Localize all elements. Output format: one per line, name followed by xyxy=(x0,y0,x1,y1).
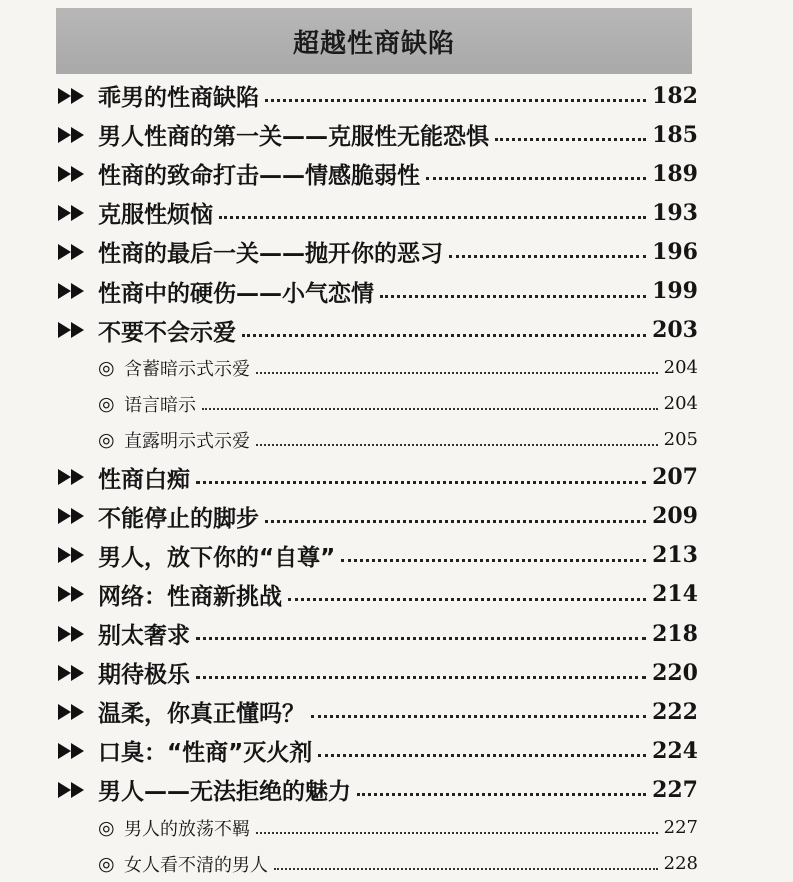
dot-leader xyxy=(196,637,646,640)
dot-leader xyxy=(341,559,646,562)
double-arrow-icon xyxy=(58,125,98,145)
toc-page-number: 220 xyxy=(652,659,698,686)
toc-entry xyxy=(58,692,698,731)
double-arrow-icon xyxy=(58,242,98,262)
toc-entry-title: 女人看不清的男人 xyxy=(124,854,268,876)
dot-leader xyxy=(219,216,646,219)
double-arrow-icon xyxy=(58,545,98,565)
toc-entry-title: 温柔，你真正懂吗？ xyxy=(98,701,305,728)
toc-entry xyxy=(58,350,698,386)
toc-page-number: 204 xyxy=(663,357,698,379)
toc-page-number: 222 xyxy=(652,698,698,725)
toc-entry xyxy=(58,770,698,809)
toc-entry xyxy=(58,458,698,497)
toc-entry xyxy=(58,193,698,232)
double-arrow-icon xyxy=(58,624,98,644)
toc-page-number: 203 xyxy=(652,317,698,344)
double-arrow-icon xyxy=(58,663,98,683)
toc-page-number: 209 xyxy=(652,503,698,530)
toc-entry xyxy=(58,76,698,115)
toc-list xyxy=(58,76,698,882)
toc-entry-title: 别太奢求 xyxy=(98,623,190,650)
toc-page-number: 193 xyxy=(652,199,698,226)
dot-leader xyxy=(426,177,646,180)
dot-leader xyxy=(265,520,646,523)
toc-page-number: 218 xyxy=(652,620,698,647)
dot-leader xyxy=(196,481,646,484)
toc-page-number: 224 xyxy=(652,737,698,764)
double-arrow-icon xyxy=(58,741,98,761)
toc-entry-title: 期待极乐 xyxy=(98,662,190,689)
toc-page-number: 189 xyxy=(652,160,698,187)
double-arrow-icon xyxy=(58,506,98,526)
toc-page-number: 199 xyxy=(652,278,698,305)
double-arrow-icon xyxy=(58,281,98,301)
toc-entry-title: 男人，放下你的“自尊” xyxy=(98,544,336,571)
bullseye-marker: ◎ xyxy=(98,356,115,379)
dot-leader xyxy=(265,99,646,102)
dot-leader xyxy=(242,334,646,337)
toc-entry xyxy=(58,386,698,422)
double-arrow-icon xyxy=(58,780,98,800)
dot-leader xyxy=(380,295,646,298)
dot-leader xyxy=(274,868,658,870)
toc-page-number: 213 xyxy=(652,542,698,569)
toc-page-number: 182 xyxy=(652,82,698,109)
toc-page-number: 205 xyxy=(663,429,698,451)
toc-entry-title: 男人的放荡不羁 xyxy=(124,818,250,840)
toc-entry-title: 乖男的性商缺陷 xyxy=(98,85,259,112)
toc-entry xyxy=(58,614,698,653)
dot-leader xyxy=(318,754,646,757)
toc-entry xyxy=(58,536,698,575)
toc-entry xyxy=(58,497,698,536)
toc-entry-title: 男人性商的第一关——克服性无能恐惧 xyxy=(98,124,489,151)
toc-page-number: 228 xyxy=(663,853,698,874)
dot-leader xyxy=(495,138,646,141)
toc-page-number: 196 xyxy=(652,238,698,265)
toc-entry-title: 口臭：“性商”灭火剂 xyxy=(98,740,313,767)
toc-entry xyxy=(58,653,698,692)
section-title-bar xyxy=(56,8,692,74)
toc-entry-title: 语言暗示 xyxy=(124,394,196,416)
toc-entry xyxy=(58,154,698,193)
bullseye-marker: ◎ xyxy=(98,816,115,839)
bullseye-marker: ◎ xyxy=(98,852,115,875)
double-arrow-icon xyxy=(58,584,98,604)
double-arrow-icon xyxy=(58,467,98,487)
dot-leader xyxy=(449,255,646,258)
toc-entry xyxy=(58,422,698,458)
dot-leader xyxy=(202,408,658,410)
toc-entry xyxy=(58,731,698,770)
dot-leader xyxy=(256,832,658,834)
toc-entry xyxy=(58,232,698,271)
double-arrow-icon xyxy=(58,86,98,106)
section-title: 超越性商缺陷 xyxy=(292,28,455,59)
double-arrow-icon xyxy=(58,702,98,722)
toc-entry-title: 性商中的硬伤——小气恋情 xyxy=(98,280,374,307)
toc-entry xyxy=(58,575,698,614)
toc-entry xyxy=(58,271,698,310)
double-arrow-icon xyxy=(58,164,98,184)
dot-leader xyxy=(256,444,658,446)
toc-page-number: 227 xyxy=(652,776,698,803)
toc-page-number: 185 xyxy=(652,121,698,148)
toc-entry-title: 直露明示式示爱 xyxy=(124,430,250,452)
toc-entry-title: 网络：性商新挑战 xyxy=(98,583,282,610)
double-arrow-icon xyxy=(58,320,98,340)
toc-entry xyxy=(58,115,698,154)
toc-entry-title: 性商的最后一关——抛开你的恶习 xyxy=(98,241,443,268)
toc-page-number: 214 xyxy=(652,581,698,608)
dot-leader xyxy=(196,676,646,679)
toc-entry-title: 克服性烦恼 xyxy=(98,202,213,229)
toc-entry xyxy=(58,810,698,846)
toc-page-number: 204 xyxy=(663,393,698,415)
toc-page-number: 207 xyxy=(652,464,698,491)
toc-entry-title: 性商白痴 xyxy=(98,466,190,493)
toc-page-number: 227 xyxy=(663,817,698,838)
bullseye-marker: ◎ xyxy=(98,428,115,451)
toc-entry-title: 性商的致命打击——情感脆弱性 xyxy=(98,163,420,190)
dot-leader xyxy=(256,372,658,374)
toc-entry-title: 含蓄暗示式示爱 xyxy=(124,358,250,380)
toc-entry-title: 男人——无法拒绝的魅力 xyxy=(98,779,351,806)
toc-entry xyxy=(58,311,698,350)
toc-entry-title: 不要不会示爱 xyxy=(98,319,236,346)
dot-leader xyxy=(288,598,646,601)
dot-leader xyxy=(357,793,646,796)
bullseye-marker: ◎ xyxy=(98,392,115,415)
dot-leader xyxy=(311,715,646,718)
toc-entry-title: 不能停止的脚步 xyxy=(98,505,259,532)
double-arrow-icon xyxy=(58,203,98,223)
